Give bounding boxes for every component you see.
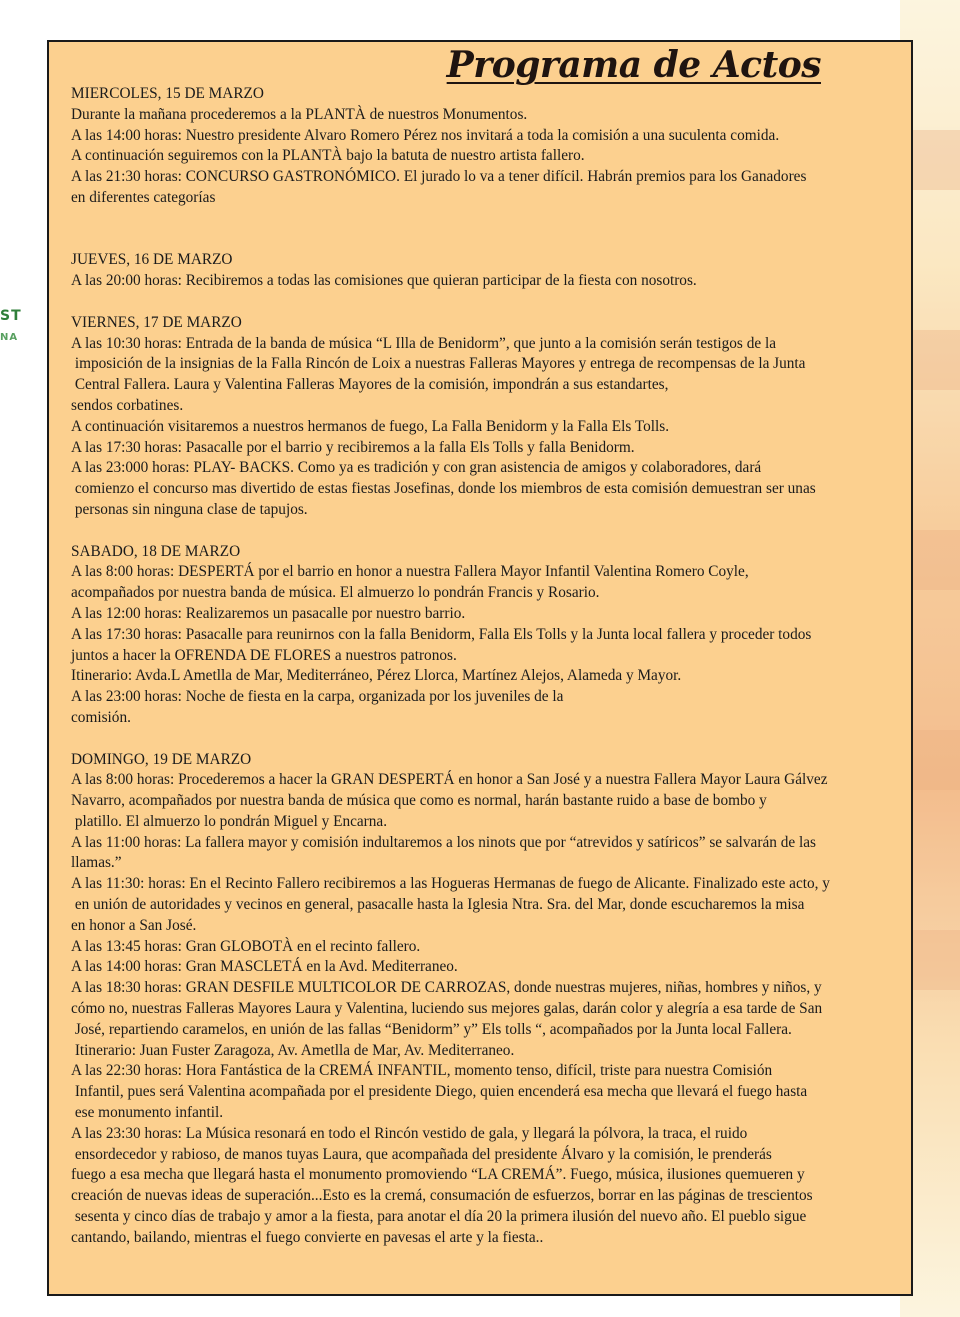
event-line: personas sin ninguna clase de tapujos.: [71, 500, 308, 518]
event-line: llamas.”: [71, 854, 122, 872]
event-line: ensordecedor y rabioso, de manos tuyas Laura, que acompañada del presidente Álvaro y la comisión, le prenderás: [71, 1145, 772, 1163]
section-jueves: [71, 250, 905, 292]
event-line: A las 22:30 horas: Hora Fantástica de la CREMÁ INFANTIL, momento tenso, difícil, triste para nuestra Comisión: [71, 1062, 773, 1080]
event-line: imposición de la insignias de la Falla Rincón de Loix a nuestras Falleras Mayores y entrega de recompensas de la Junta: [71, 355, 806, 373]
day-heading: DOMINGO, 19 DE MARZO: [71, 750, 252, 768]
event-line: A las 20:00 horas: Recibiremos a todas las comisiones que quieran participar de la fiesta con nosotros.: [71, 272, 697, 290]
section-domingo: [71, 750, 905, 1249]
event-line: platillo. El almuerzo lo pondrán Miguel y Encarna.: [71, 812, 388, 830]
event-line: A las 23:00 horas: Noche de fiesta en la carpa, organizada por los juveniles de la: [71, 688, 564, 706]
event-line: A las 14:00 horas: Gran MASCLETÁ en la Avd. Mediterraneo.: [71, 958, 458, 976]
event-line: A las 8:00 horas: DESPERTÁ por el barrio en honor a nuestra Fallera Mayor Infantil Valentina Romero Coyle,: [71, 563, 749, 581]
event-line: José, repartiendo caramelos, en unión de las fallas “Benidorm” y” Els tolls “, acompañados por la Junta local Fallera.: [71, 1020, 792, 1038]
event-line: A las 12:00 horas: Realizaremos un pasacalle por nuestro barrio.: [71, 604, 466, 622]
event-line: A continuación seguiremos con la PLANTÀ bajo la batuta de nuestro artista fallero.: [71, 147, 585, 165]
event-line: A las 13:45 horas: Gran GLOBOTÀ en el recinto fallero.: [71, 937, 421, 955]
event-line: en unión de autoridades y vecinos en general, pasacalle hasta la Iglesia Ntra. Sra. del Mar, donde escucharemos la misa: [71, 896, 805, 914]
side-logo-line2: NA: [0, 332, 19, 343]
event-line: comisión.: [71, 708, 131, 726]
event-line: A continuación visitaremos a nuestros hermanos de fuego, La Falla Benidorm y la Falla Els Tolls.: [71, 417, 670, 435]
event-line: en honor a San José.: [71, 916, 197, 934]
event-line: juntos a hacer la OFRENDA DE FLORES a nuestros patronos.: [71, 646, 457, 664]
event-line: cómo no, nuestras Falleras Mayores Laura y Valentina, luciendo sus mejores galas, darán color y alegría a esa tarde de San: [71, 1000, 823, 1018]
event-line: comienzo el concurso mas divertido de estas fiestas Josefinas, donde los miembros de esta comisión demuestran ser unas: [71, 480, 816, 498]
event-line: cantando, bailando, mientras el fuego convierte en pavesas el arte y la fiesta..: [71, 1228, 544, 1246]
event-line: A las 18:30 horas: GRAN DESFILE MULTICOLOR DE CARROZAS, donde nuestras mujeres, niñas, hombres y niños, y: [71, 979, 822, 997]
day-heading: SABADO, 18 DE MARZO: [71, 542, 241, 560]
section-sabado: [71, 542, 905, 729]
event-line: A las 21:30 horas: CONCURSO GASTRONÓMICO. El jurado lo va a tener difícil. Habrán premios para los Ganadores: [71, 168, 807, 186]
page-title: Programa de Actos: [446, 44, 821, 86]
event-line: Itinerario: Juan Fuster Zaragoza, Av. Ametlla de Mar, Av. Mediterraneo.: [71, 1041, 515, 1059]
day-heading: VIERNES, 17 DE MARZO: [71, 313, 242, 331]
event-line: Navarro, acompañados por nuestra banda de música que como es normal, harán bastante ruido a base de bombo y: [71, 792, 767, 810]
section-miercoles: [71, 84, 905, 209]
event-line: A las 11:00 horas: La fallera mayor y comisión indultaremos a los ninots que por “atrevidos y satíricos” se salvarán de las: [71, 833, 816, 851]
event-line: creación de nuevas ideas de superación...Esto es la cremá, consumación de esfuerzos, borrar en las páginas de trescientos: [71, 1187, 813, 1205]
day-heading: JUEVES, 16 DE MARZO: [71, 251, 233, 269]
event-line: sesenta y cinco días de trabajo y amor a la fiesta, para anotar el día 20 la primera ilusión del nuevo año. El pueblo sigue: [71, 1208, 807, 1226]
program-panel: [47, 40, 913, 1296]
event-line: acompañados por nuestra banda de música. El almuerzo lo pondrán Francis y Rosario.: [71, 584, 600, 602]
event-line: A las 11:30: horas: En el Recinto Fallero recibiremos a las Hogueras Hermanas de fuego de Alicante. Finalizado este acto, y: [71, 875, 830, 893]
event-line: Itinerario: Avda.L Ametlla de Mar, Mediterráneo, Pérez Llorca, Martínez Alejos, Alameda y Mayor.: [71, 667, 682, 685]
event-line: A las 17:30 horas: Pasacalle por el barrio y recibiremos a la falla Els Tolls y falla Benidorm.: [71, 438, 635, 456]
side-logo: [0, 300, 30, 352]
day-heading: MIERCOLES, 15 DE MARZO: [71, 85, 264, 102]
event-line: fuego a esa mecha que llegará hasta el monumento promoviendo “LA CREMÁ”. Fuego, música, ilusiones quemueren y: [71, 1166, 805, 1184]
event-line: Durante la mañana procederemos a la PLANTÀ de nuestros Monumentos.: [71, 105, 528, 123]
section-viernes: [71, 313, 905, 521]
side-logo-line1: ST: [0, 308, 22, 324]
event-line: A las 23:000 horas: PLAY- BACKS. Como ya es tradición y con gran asistencia de amigos y colaboradores, dará: [71, 459, 762, 477]
event-line: A las 8:00 horas: Procederemos a hacer la GRAN DESPERTÁ en honor a San José y a nuestra Fallera Mayor Laura Gálvez: [71, 771, 828, 789]
event-line: Central Fallera. Laura y Valentina Falleras Mayores de la comisión, impondrán a sus estandartes,: [71, 376, 669, 394]
event-line: ese monumento infantil.: [71, 1104, 224, 1122]
event-line: A las 23:30 horas: La Música resonará en todo el Rincón vestido de gala, y llegará la pólvora, la traca, el ruido: [71, 1124, 748, 1142]
event-line: A las 17:30 horas: Pasacalle para reunirnos con la falla Benidorm, Falla Els Tolls y la Junta local fallera y proceder todos: [71, 625, 812, 643]
event-line: Infantil, pues será Valentina acompañada por el presidente Diego, quien encenderá esa mecha que llevará el fuego hasta: [71, 1083, 808, 1101]
event-line: en diferentes categorías: [71, 188, 216, 206]
event-line: sendos corbatines.: [71, 396, 184, 414]
event-line: A las 14:00 horas: Nuestro presidente Alvaro Romero Pérez nos invitará a toda la comisión a una suculenta comida.: [71, 126, 780, 144]
program-content: [71, 84, 905, 1249]
event-line: A las 10:30 horas: Entrada de la banda de música “L Illa de Benidorm”, que junto a la comisión serán testigos de la: [71, 334, 777, 352]
